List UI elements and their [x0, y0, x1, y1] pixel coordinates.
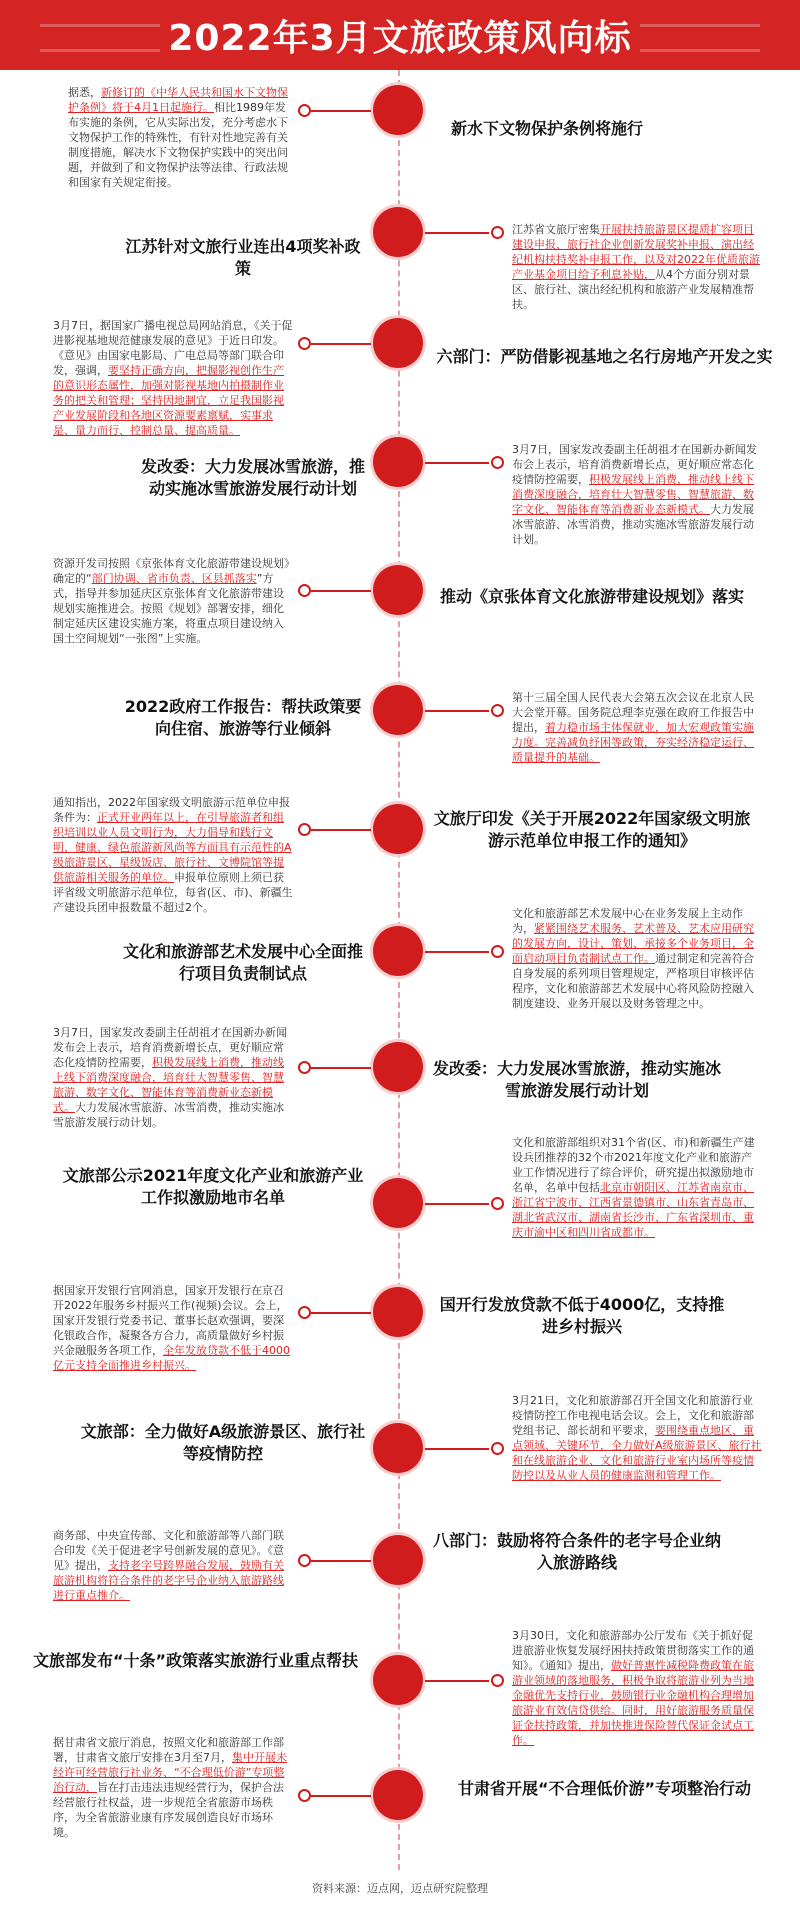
- item-title: 发改委：大力发展冰雪旅游，推动实施冰雪旅游发展行动计划: [140, 457, 365, 498]
- item-title: 推动《京张体育文化旅游带建设规划》落实: [439, 587, 744, 606]
- item-description: [68, 85, 293, 190]
- body-text: 3月7日，国家发改委副主任胡祖才在国新办新闻发布会上表示，培育消费新增长点，更好顺应常态化疫情防控需要，: [53, 1026, 287, 1069]
- timeline-node: [373, 207, 423, 257]
- timeline-node: [373, 318, 423, 368]
- body-text: 通过制定和完善符合自身发展的系列项目管理规定，严格项目审核评估程序，文化和旅游部艺术发展中心将风险防控融入制度建设、业务开展以及财务管理之中。: [512, 952, 754, 1010]
- timeline-node: [373, 1535, 423, 1585]
- body-text: 文化和旅游部组织对31个省(区、市)和新疆生产建设兵团推荐的32个市2021年度文化产业和旅游产业工作情况进行了综合评价，研究提出拟激励地市名单，名单中包括: [512, 1136, 755, 1194]
- body-text: 旨在打击违法违规经营行为，保护合法经营旅行社权益，进一步规范全省旅游市场秩序，为全省旅游业康有序发展创造良好市场环境。: [53, 1781, 284, 1839]
- body-text: 江苏省文旅厅密集: [512, 223, 600, 236]
- body-text: 通知指出，2022年国家级文明旅游示范单位申报条件为：: [53, 796, 290, 824]
- connector-dot: [298, 1554, 311, 1567]
- highlight-text: 全年发放贷款不低于4000亿元支持全面推进乡村振兴。: [53, 1344, 290, 1372]
- body-text: 据悉，: [68, 86, 101, 99]
- connector-dot: [491, 226, 504, 239]
- connector-dot: [491, 945, 504, 958]
- connector-dot: [491, 1442, 504, 1455]
- body-text: 商务部、中央宣传部、文化和旅游部等八部门联合印发《关于促进老字号创新发展的意见》。《意见》提出，: [53, 1529, 284, 1572]
- timeline-node: [373, 1770, 423, 1820]
- highlight-text: 正式开业两年以上，在引导旅游者和组织培训以业人员文明行为，大力倡导和践行文明、健康、绿色旅游新风尚等方面具有示范性的A级旅游景区、星级饭店、旅行社、文博院馆等提供旅游相关服务的单位。: [53, 811, 292, 884]
- timeline-node: [373, 1178, 423, 1228]
- connector-dot: [298, 1061, 311, 1074]
- connector-line: [425, 462, 489, 464]
- connector-line: [425, 232, 489, 234]
- item-description: [53, 318, 293, 438]
- connector-dot: [491, 704, 504, 717]
- body-text: 3月7日，据国家广播电视总局网站消息，《关于促进影视基地规范健康发展的意见》于近日印发。《意见》由国家电影局、广电总局等部门联合印发，强调，: [53, 319, 293, 377]
- body-text: 第十三届全国人民代表大会第五次会议在北京人民大会堂开幕。国务院总理李克强在政府工作报告中提出，: [512, 691, 754, 734]
- connector-line: [311, 110, 371, 112]
- highlight-text: 开展扶持旅游景区提质扩容项目建设申报、旅行社企业创新发展奖补申报、演出经纪机构扶持奖补申报工作，以及对2022年优质旅游产业基金项目给予利息补贴，: [512, 223, 760, 281]
- item-description: [53, 1025, 293, 1130]
- item-title: 文旅厅印发《关于开展2022年国家级文明旅游示范单位申报工作的通知》: [433, 809, 751, 850]
- item-title: 2022政府工作报告：帮扶政策要向住宿、旅游等行业倾斜: [124, 697, 362, 738]
- item-description: [53, 1283, 293, 1373]
- item-description: [53, 795, 293, 915]
- highlight-text: 紧紧围绕艺术服务、艺术普及、艺术应用研究的发展方向，设计、策划、承接多个业务项目，全面启动项目负责制试点工作。: [512, 922, 754, 965]
- item-title: 文旅部公示2021年度文化产业和旅游产业工作拟激励地市名单: [62, 1166, 364, 1207]
- connector-line: [425, 1680, 489, 1682]
- highlight-text: 要坚持正确方向，把握影视创作生产的意识形态属性，加强对影视基地内拍摄制作业务的把关和管理；坚持因地制宜，立足我国影视产业发展阶段和各地区资源要素禀赋，实事求是、量力而行、控制总量、提高质量。: [53, 364, 284, 437]
- item-description: [512, 906, 762, 1011]
- timeline-node: [373, 1655, 423, 1705]
- body-text: 3月30日，文化和旅游部办公厅发布《关于抓好促进旅游业恢复发展纾困扶持政策贯彻落实工作的通知》。《通知》提出，: [512, 1629, 754, 1672]
- decor-left: [40, 24, 160, 52]
- body-text: 大力发展冰雪旅游、冰雪消费，推动实施冰雪旅游发展行动计划。: [53, 1101, 284, 1129]
- source-note: 资料来源：迈点网，迈点研究院整理: [312, 1882, 488, 1895]
- body-text: 大力发展冰雪旅游、冰雪消费，推动实施冰雪旅游发展行动计划。: [512, 503, 754, 546]
- connector-line: [425, 710, 489, 712]
- body-text: 资源开发司按照《京张体育文化旅游带建设规划》确定的“: [53, 557, 290, 585]
- body-text: 从4个方面分别对景区、旅行社、演出经纪机构和旅游产业发展精准帮扶。: [512, 268, 754, 311]
- highlight-text: 积极发展线上消费，推动线上线下消费深度融合，培育壮大智慧零售、智慧旅游、数字文化、智能体育等消费新业态新模式。: [512, 473, 754, 516]
- connector-dot: [298, 1789, 311, 1802]
- item-description: [53, 1735, 293, 1840]
- timeline-node: [373, 437, 423, 487]
- item-title: 发改委：大力发展冰雪旅游，推动实施冰雪旅游发展行动计划: [432, 1059, 721, 1100]
- connector-dot: [491, 456, 504, 469]
- item-title: 新水下文物保护条例将施行: [450, 119, 643, 138]
- header-banner: [0, 0, 800, 70]
- timeline-node: [373, 1042, 423, 1092]
- body-text: 相比1989年发布实施的条例，它从实际出发，充分考虑水下文物保护工作的特殊性，有针对性地完善有关制度措施，解决水下文物保护实践中的突出问题，并做到了和文物保护法等法律、行政法规和国家有关规定衔接。: [68, 101, 288, 189]
- highlight-text: 部门协调、省市负责、区县抓落实: [91, 572, 257, 585]
- body-text: 据甘肃省文旅厅消息，按照文化和旅游部工作部署，甘肃省文旅厅安排在3月至7月，: [53, 1736, 284, 1764]
- highlight-text: 集中开展未经许可经营旅行社业务、“不合理低价游”专项整治行动，: [53, 1751, 287, 1794]
- item-description: [512, 1393, 762, 1483]
- body-text: 3月7日，国家发改委副主任胡祖才在国新办新闻发布会上表示，培育消费新增长点，更好顺应常态化疫情防控需要，: [512, 443, 757, 486]
- timeline-node: [373, 1423, 423, 1473]
- timeline-node: [373, 1287, 423, 1337]
- body-text: 文化和旅游部艺术发展中心在业务发展上主动作为，: [512, 907, 743, 935]
- connector-dot: [491, 1197, 504, 1210]
- item-description: [53, 1528, 293, 1603]
- body-text: 3月21日，文化和旅游部召开全国文化和旅游行业疫情防控工作电视电话会议。会上，文化和旅游部党组书记、部长胡和平要求，: [512, 1394, 754, 1437]
- item-description: [512, 222, 762, 312]
- connector-line: [425, 1203, 489, 1205]
- item-title: 文旅部发布“十条”政策落实旅游行业重点帮扶: [32, 1651, 359, 1670]
- item-title: 六部门：严防借影视基地之名行房地产开发之实: [436, 347, 773, 366]
- highlight-text: 支持老字号跨界融合发展，鼓励有关旅游机构将符合条件的老字号企业纳入旅游路线进行重点推介。: [53, 1559, 284, 1602]
- connector-line: [311, 343, 371, 345]
- item-title: 国开行发放贷款不低于4000亿，支持推进乡村振兴: [439, 1295, 725, 1336]
- highlight-text: 新修订的《中华人民共和国水下文物保护条例》将于4月1日起施行。: [68, 86, 288, 114]
- timeline-node: [373, 926, 423, 976]
- highlight-text: 要围绕重点地区、重点领域、关键环节，全力做好A级旅游景区、旅行社和在线旅游企业、文化和旅游行业室内场所等疫情防控以及从业人员的健康监测和管理工作。: [512, 1424, 762, 1482]
- body-text: 据国家开发银行官网消息，国家开发银行在京召开2022年服务乡村振兴工作(视频)会议。会上，国家开发银行党委书记、董事长赵欢强调，要深化银政合作，凝聚各方合力，高质量做好乡村振兴金融服务各项工作，: [53, 1284, 288, 1357]
- connector-dot: [491, 1674, 504, 1687]
- highlight-text: 做好普惠性减税降费政策在旅游业领域的落地服务，积极争取将旅游业列为当地金融优先支持行业，鼓励银行业金融机构合理增加旅游业有效信贷供给。同时，用好旅游服务质量保证金扶持政策，并加快推进保险替代保证金试点工作。: [512, 1659, 754, 1747]
- page-title: 2022年3月文旅政策风向标: [168, 17, 632, 59]
- connector-line: [311, 1067, 371, 1069]
- timeline-node: [373, 85, 423, 135]
- connector-line: [311, 1560, 371, 1562]
- timeline-node: [373, 804, 423, 854]
- connector-line: [311, 1312, 371, 1314]
- item-description: [512, 1628, 762, 1748]
- item-description: [512, 442, 762, 547]
- body-text: ”方式，指导并参加延庆区京张体育文化旅游带建设规划实施推进会。按照《规划》部署安排，细化制定延庆区建设实施方案，将重点项目建设纳入国土空间规划“一张图”上实施。: [53, 572, 284, 645]
- connector-line: [425, 1448, 489, 1450]
- connector-dot: [298, 337, 311, 350]
- item-title: 八部门：鼓励将符合条件的老字号企业纳入旅游路线: [432, 1531, 721, 1572]
- timeline-node: [373, 565, 423, 615]
- item-description: [512, 1135, 762, 1240]
- connector-dot: [298, 104, 311, 117]
- item-title: 文化和旅游部艺术发展中心全面推行项目负责制试点: [122, 942, 363, 983]
- connector-dot: [298, 1306, 311, 1319]
- connector-dot: [298, 823, 311, 836]
- timeline-node: [373, 685, 423, 735]
- item-title: 甘肃省开展“不合理低价游”专项整治行动: [457, 1779, 752, 1798]
- highlight-text: 着力稳市场主体保就业，加大宏观政策实施力度。完善减负纾困等政策，夯实经济稳定运行、质量提升的基础。: [512, 721, 754, 764]
- item-title: 文旅部：全力做好A级旅游景区、旅行社等疫情防控: [80, 1422, 366, 1463]
- highlight-text: 积极发展线上消费，推动线上线下消费深度融合，培育壮大智慧零售、智慧旅游、数字文化、智能体育等消费新业态新模式。: [53, 1056, 284, 1114]
- connector-dot: [298, 584, 311, 597]
- item-description: [512, 690, 762, 765]
- decor-right: [640, 24, 760, 52]
- item-title: 江苏针对文旅行业连出4项奖补政策: [125, 237, 361, 278]
- item-description: [53, 556, 293, 646]
- connector-line: [425, 951, 489, 953]
- body-text: 申报单位原则上须已获评省级文明旅游示范单位，每省(区、市)、新疆生产建设兵团申报数量不超过2个。: [53, 871, 293, 914]
- connector-line: [311, 1795, 371, 1797]
- connector-line: [311, 590, 371, 592]
- connector-line: [311, 829, 371, 831]
- highlight-text: 北京市朝阳区、江苏省南京市、浙江省宁波市、江西省景德镇市、山东省青岛市、湖北省武汉市、湖南省长沙市、广东省深圳市、重庆市渝中区和四川省成都市。: [512, 1181, 754, 1239]
